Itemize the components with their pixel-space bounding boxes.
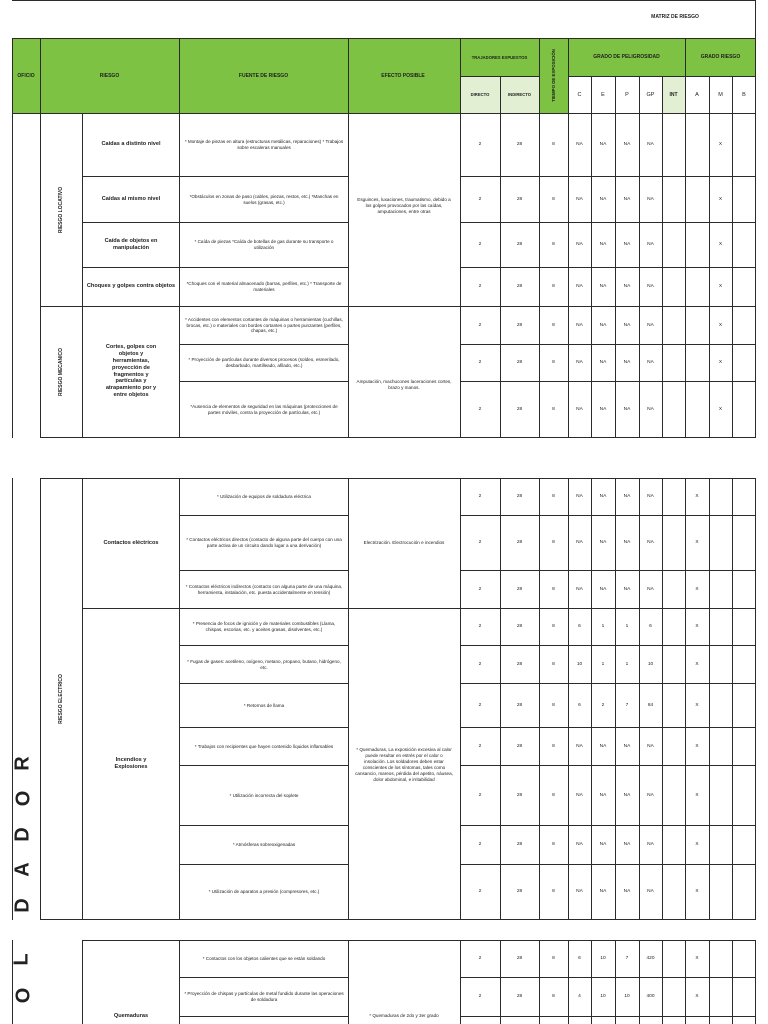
cell-c: NA <box>576 142 583 147</box>
cell-m: X <box>718 322 723 328</box>
cell-e: NA <box>599 242 607 247</box>
cell-i: 28 <box>516 624 523 629</box>
header-c: C <box>577 91 582 98</box>
risk-source-text: * Montaje de piezas en altura (estructuras metálicas, reparaciones) * Trabajos sobre escaleras manuales <box>184 139 344 150</box>
cell-d: 2 <box>478 994 482 999</box>
cell-i: 28 <box>516 242 523 247</box>
cell-m <box>709 940 732 977</box>
header-peligrosidad: GRADO DE PELIGROSIDAD <box>593 54 660 60</box>
risk-quemaduras: Quemaduras <box>113 1012 149 1019</box>
risk-source-text: * Utilización incorrecta del soplete <box>229 792 299 798</box>
effect-electrico: Electrización. Electrocución e incendios <box>363 539 445 545</box>
cell-e: NA <box>599 196 607 202</box>
risk-source-text: * Presencia de focos de ignición y de materiales combustibles (Llama, chispas, escorias, etc. y aceites grasas, disolventes, etc.) <box>192 621 336 632</box>
cell-p: NA <box>623 494 631 499</box>
cell-i: 28 <box>516 702 523 708</box>
category-electrico: RIESGO ELECTRICO <box>58 673 65 724</box>
header-b: B <box>742 91 746 98</box>
cell-p: NA <box>623 360 631 365</box>
risk-source-text: *Choques con el material almacenado (barras, perfiles, etc.) * Transporte de materiales <box>186 281 342 292</box>
cell-p: NA <box>623 284 631 289</box>
cell-b <box>732 727 756 765</box>
cell-gp: NA <box>647 142 654 147</box>
header-expuestos: TRAJADORES EXPUESTOS <box>471 54 528 60</box>
risk-cortes: Cortes, golpes con objetos y herramientas, proyección de fragmentos y partículas y atrapamiento por y entre objetos <box>105 343 157 399</box>
header-riesgo: RIESGO <box>99 72 120 79</box>
cell-e: NA <box>599 322 607 328</box>
cell-d: 2 <box>478 792 482 798</box>
cell-t: 8 <box>552 956 555 961</box>
cell-b <box>732 381 756 437</box>
cell-e: NA <box>599 142 607 147</box>
cell-i: 28 <box>516 406 523 412</box>
cell-c: NA <box>576 743 583 749</box>
cell-t: 8 <box>552 842 555 847</box>
risk-source-text: *Ausencia de elementos de seguridad en las máquinas (protecciones de partes móviles, contra la proyección de partículas, etc.) <box>190 403 338 415</box>
risk-source-text: * Retornos de llama <box>243 702 285 708</box>
cell-p: 1 <box>625 624 629 629</box>
cell-gp: NA <box>647 792 654 798</box>
cell-i: 28 <box>516 284 523 289</box>
cell-t: 8 <box>552 994 555 999</box>
cell-gp: 10 <box>647 661 654 667</box>
risk-source-text: * Contactos eléctricos indirectos (contacto con alguna parte de una máquina, herramienta, instalación, etc. puesta accidentalmente en tensión) <box>185 583 343 595</box>
risk-source-text: * Contactos eléctricos directos (contacto de alguna parte del cuerpo con una parte activa de un circuito dando lugar a una derivación) <box>186 537 342 548</box>
cell-b <box>732 113 756 176</box>
cell-gp: NA <box>647 586 654 592</box>
cell-e: NA <box>599 540 607 545</box>
cell-p: NA <box>623 142 631 147</box>
cell-c: 10 <box>576 661 583 667</box>
cell-a: X <box>695 889 699 894</box>
cell-p: 7 <box>625 956 629 961</box>
cell-gp: NA <box>647 360 654 365</box>
cell-p: NA <box>623 586 631 592</box>
cell-e: NA <box>599 792 607 798</box>
cell-gp: NA <box>647 889 654 894</box>
cell-c: 6 <box>578 624 581 629</box>
cell-i: 28 <box>516 743 523 749</box>
risk-source-text: * Proyección de chispas y partículas de metal fundido durante las operaciones de soldadura <box>184 991 344 1002</box>
cell-d: 2 <box>478 284 482 289</box>
cell-e: NA <box>599 743 607 749</box>
cell-a <box>685 267 709 306</box>
risk-caidas-distinto: Caidas a distinto nivel <box>101 141 161 147</box>
cell-m <box>709 683 732 727</box>
cell-p: 7 <box>625 702 629 708</box>
risk-contactos: Contactos eléctricos <box>103 539 159 546</box>
cell-t: 8 <box>552 702 555 708</box>
matrix-title: MATRIZ DE RIESGO <box>651 14 699 20</box>
cell-m <box>709 478 732 515</box>
cell-b <box>732 267 756 306</box>
cell-t: 8 <box>552 322 555 328</box>
cell-a: X <box>695 792 699 798</box>
cell-c: 6 <box>578 956 581 961</box>
header-efecto: EFECTO POSIBLE <box>381 72 425 79</box>
cell-i: 28 <box>516 142 523 147</box>
header-e: E <box>601 91 605 98</box>
cell-e: NA <box>599 406 607 412</box>
cell-a <box>685 222 709 267</box>
cell-p: NA <box>623 792 631 798</box>
risk-source-text: *Obstáculos en zonas de paso (cables, piezas, restos, etc.) *Manchas en suelos (grasas, etc.) <box>189 193 339 205</box>
cell-e: NA <box>599 360 607 365</box>
oficio-letter-1: R <box>11 756 34 771</box>
cell-i: 28 <box>516 661 523 667</box>
risk-source-text: * Contactos con los objetos calientes que se están soldando <box>202 956 326 962</box>
cell-a <box>685 381 709 437</box>
cell-m <box>709 515 732 570</box>
cell-a: X <box>695 743 699 749</box>
risk-source-text: * Caída de piezas *Caída de botellas de gas durante su transporte o utilización <box>194 239 334 250</box>
cell-c: NA <box>576 196 583 202</box>
cell-gp: 420 <box>646 956 655 961</box>
cell-i: 28 <box>516 792 523 798</box>
cell-t: 8 <box>552 284 555 289</box>
cell-d: 2 <box>478 406 482 412</box>
cell-t: 8 <box>552 360 555 365</box>
cell-m: X <box>718 284 723 289</box>
cell-c: 6 <box>578 702 581 708</box>
cell-c: NA <box>576 889 583 894</box>
cell-p: NA <box>623 196 631 202</box>
oficio-letter-2: O <box>12 790 35 807</box>
cell-i: 28 <box>516 889 523 894</box>
cell-gp: NA <box>647 743 654 749</box>
cell-c: NA <box>576 494 583 499</box>
cell-d: 2 <box>478 242 482 247</box>
cell-a: X <box>695 956 699 961</box>
cell-gp: NA <box>647 494 654 499</box>
cell-i: 28 <box>516 494 523 499</box>
cell-b <box>732 825 756 864</box>
cell-d: 2 <box>478 360 482 365</box>
cell-b <box>732 683 756 727</box>
cell-m <box>709 570 732 608</box>
cell-d: 2 <box>478 322 482 328</box>
cell-gp: NA <box>647 284 654 289</box>
cell-d: 2 <box>478 624 482 629</box>
cell-m <box>709 765 732 825</box>
cell-c: NA <box>576 284 583 289</box>
cell-m: X <box>718 360 723 365</box>
cell-b <box>732 176 756 222</box>
cell-e: 10 <box>600 994 606 999</box>
cell-b <box>732 344 756 381</box>
cell-a: X <box>695 661 699 667</box>
cell-d: 2 <box>478 540 482 545</box>
cell-e: 1 <box>601 661 605 667</box>
cell-b <box>732 222 756 267</box>
cell-a: X <box>695 994 699 999</box>
cell-gp: NA <box>647 322 654 328</box>
risk-source-text: * Utilización de equipos de soldadura eléctrica <box>217 494 311 500</box>
cell-a: X <box>695 624 699 629</box>
cell-c: NA <box>576 792 583 798</box>
cell-d: 2 <box>478 889 482 894</box>
cell-t: 8 <box>552 406 555 412</box>
effect-quemaduras: * Quemaduras de 2do y 3er grado <box>369 1013 439 1019</box>
cell-t: 8 <box>552 889 555 894</box>
cell-b <box>732 645 756 683</box>
oficio-letter-4: A <box>11 862 34 877</box>
header-gp: GP <box>646 91 655 98</box>
cell-e: 10 <box>600 956 606 961</box>
cell-i: 28 <box>516 322 523 328</box>
cell-m: X <box>718 142 723 147</box>
cell-a <box>685 306 709 344</box>
cell-gp: NA <box>647 242 654 247</box>
cell-d: 2 <box>478 142 482 147</box>
effect-mecanico: Amputación, machucones laceraciones cortes, brazo y manos. <box>356 379 452 390</box>
risk-source-text: * Trabajos con recipientes que hayen contenido líquidos inflamables <box>194 743 334 749</box>
cell-c: NA <box>576 406 583 412</box>
cell-i: 28 <box>516 586 523 592</box>
cell-p: NA <box>623 540 631 545</box>
cell-b <box>732 864 756 919</box>
cell-t: 8 <box>552 540 555 545</box>
cell-c: 4 <box>578 994 581 999</box>
cell-p: 10 <box>624 994 630 999</box>
cell-e: NA <box>599 284 607 289</box>
cell-a: X <box>695 702 699 708</box>
oficio-letter-3: D <box>11 827 34 842</box>
risk-source-text: * Accidentes con elementos cortantes de máquinas o herramientas (cuchillas, brocas, etc.) o materiales con bordes cortantes o partes punzantes (perfiles, chapas, etc.) <box>185 316 343 334</box>
cell-i: 28 <box>516 360 523 365</box>
risk-caidas-mismo: Caídas al mismo nivel <box>101 195 161 202</box>
cell-t: 8 <box>552 494 555 499</box>
cell-c: NA <box>576 360 583 365</box>
cell-c: NA <box>576 540 583 545</box>
category-mecanico: RIESGO MECANICO <box>58 347 64 396</box>
header-grado-riesgo: GRADO RIESGO <box>700 54 741 60</box>
cell-i: 28 <box>516 994 523 999</box>
cell-e: 2 <box>601 702 605 708</box>
header-a: A <box>695 91 699 98</box>
risk-incendios: Incendios y Explosiones <box>114 756 148 770</box>
cell-m <box>709 727 732 765</box>
cell-d: 2 <box>478 586 482 592</box>
header-oficio: OFICIO <box>17 72 35 79</box>
cell-gp: 400 <box>646 994 655 999</box>
cell-c: NA <box>576 322 583 328</box>
header-indirecto: INDIRECTO <box>508 92 531 97</box>
cell-m <box>709 825 732 864</box>
cell-b <box>732 515 756 570</box>
risk-caida-objetos: Caída de objetos en manipulación <box>104 237 158 251</box>
cell-i: 28 <box>516 196 523 202</box>
cell-d: 2 <box>478 196 482 202</box>
cell-m: X <box>718 196 723 202</box>
cell-p: NA <box>623 842 631 847</box>
cell-m: X <box>718 242 723 247</box>
cell-e: NA <box>599 494 607 499</box>
cell-e: NA <box>599 842 607 847</box>
header-int: INT <box>669 91 678 98</box>
cell-m: X <box>718 406 723 412</box>
cell-t: 8 <box>552 661 555 667</box>
cell-gp: NA <box>647 406 654 412</box>
cell-e: NA <box>599 586 607 592</box>
cell-b <box>732 940 756 977</box>
cell-gp: 84 <box>647 702 654 708</box>
header-m: M <box>718 91 723 98</box>
cell-d: 2 <box>478 743 482 749</box>
effect-incendios: * Quemaduras, La exposición excesiva al calor puede resultar en estrés por el calor o insolación. Los soldadores deben estar conscientes de los síntomas, tales como cansancio, mareos, pérdida del apetito, náusea, dolor abdominal, e irritabilidad <box>355 747 453 782</box>
cell-p: NA <box>623 889 631 894</box>
cell-m <box>709 977 732 1016</box>
cell-b <box>732 570 756 608</box>
risk-choques: Choques y golpes contra objetos <box>86 283 176 289</box>
cell-p: NA <box>623 406 631 412</box>
oficio-letter-5: D <box>11 898 34 913</box>
cell-c: NA <box>576 242 583 247</box>
cell-d: 2 <box>478 956 482 961</box>
risk-source-text: * Utilización de aparatos a presión (compresores, etc.) <box>208 889 320 895</box>
cell-a <box>685 113 709 176</box>
cell-b <box>732 478 756 515</box>
oficio-letter-7: O <box>12 987 35 1004</box>
cell-a <box>685 176 709 222</box>
category-locativo: RIESGO LOCATIVO <box>58 186 64 233</box>
oficio-letter-6: L <box>10 953 33 966</box>
cell-i: 28 <box>516 842 523 847</box>
cell-a: X <box>695 494 699 499</box>
cell-p: NA <box>623 743 631 749</box>
cell-a: X <box>695 586 699 592</box>
cell-t: 8 <box>552 196 555 202</box>
cell-b <box>732 977 756 1016</box>
header-directo: DIRECTO <box>470 92 490 97</box>
header-fuente: FUENTE DE RIESGO <box>238 72 289 79</box>
cell-i: 28 <box>516 540 523 545</box>
cell-c: NA <box>576 842 583 847</box>
effect-locativo: Esguinces, luxaciones, traumatismo, debido a los golpes provocados por las caídas, amputaciones, entre otras <box>357 197 451 214</box>
cell-p: NA <box>623 242 631 247</box>
cell-e: NA <box>599 889 607 894</box>
cell-a: X <box>695 540 699 545</box>
cell-d: 2 <box>478 842 482 847</box>
cell-d: 2 <box>478 494 482 499</box>
cell-t: 8 <box>552 624 555 629</box>
cell-b <box>732 608 756 645</box>
cell-p: 1 <box>625 661 629 667</box>
cell-d: 2 <box>478 702 482 708</box>
cell-t: 8 <box>552 142 555 147</box>
cell-e: 1 <box>601 624 605 629</box>
cell-t: 8 <box>552 242 555 247</box>
cell-t: 8 <box>552 792 555 798</box>
cell-t: 8 <box>552 743 555 749</box>
cell-c: NA <box>576 586 583 592</box>
header-tiempo: TIEMPO DE EXPOSICIÓN <box>551 49 557 102</box>
cell-gp: 6 <box>649 624 652 629</box>
cell-gp: NA <box>647 842 654 847</box>
cell-m <box>709 645 732 683</box>
risk-source-text: * Atmósferas sobreoxigenadas <box>232 842 296 848</box>
cell-i: 28 <box>516 956 523 961</box>
cell-d: 2 <box>478 661 482 667</box>
risk-source-text: * Fugas de gases: acetileno, oxígeno, metano, propano, butano, hidrógeno, etc. <box>187 658 341 670</box>
cell-b <box>732 765 756 825</box>
cell-gp: NA <box>647 540 654 545</box>
cell-m <box>709 864 732 919</box>
risk-source-text: * Proyección de partículas durante diversos procesos (soldeo, esmerilado, desbarbado, martilleado, afilado, etc.) <box>188 357 340 368</box>
cell-a: X <box>695 842 699 847</box>
cell-a <box>685 344 709 381</box>
header-p: P <box>625 91 629 98</box>
cell-t: 8 <box>552 586 555 592</box>
cell-m <box>709 608 732 645</box>
cell-b <box>732 306 756 344</box>
cell-gp: NA <box>647 196 654 202</box>
cell-p: NA <box>623 322 631 328</box>
